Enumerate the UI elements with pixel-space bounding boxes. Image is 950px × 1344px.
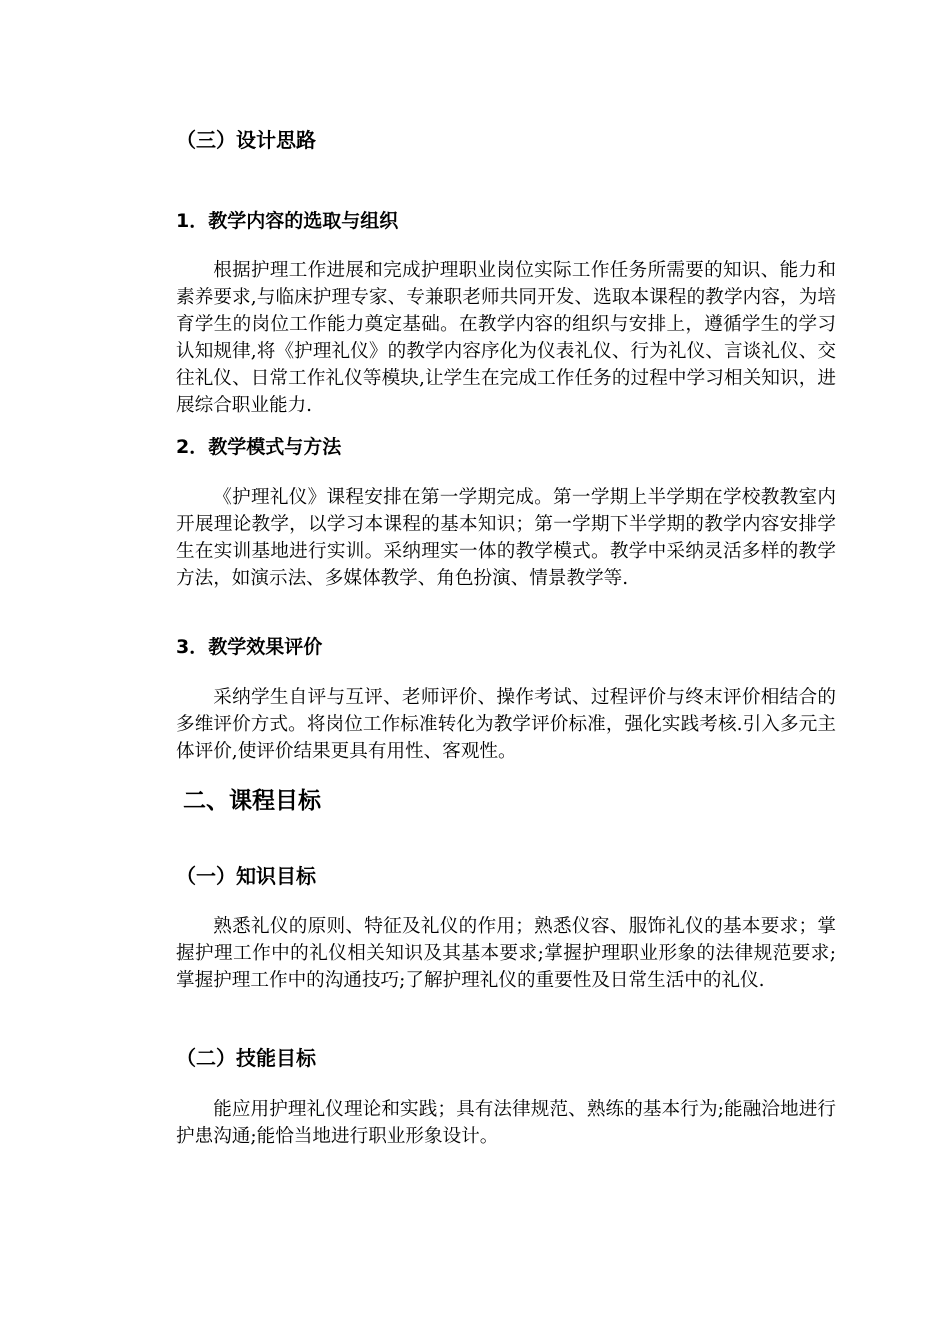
skill-goals-heading: （二）技能目标 <box>176 1046 316 1070</box>
content-selection-paragraph: 根据护理工作进展和完成护理职业岗位实际工作任务所需要的知识、能力和素养要求,与临床护理专家、专兼职老师共同开发、选取本课程的教学内容，为培育学生的岗位工作能力奠定基础。在教学内容的组织与安排上，遵循学生的学习认知规律,将《护理礼仪》的教学内容序化为仪表礼仪、行为礼仪、言谈礼仪、交往礼仪、日常工作礼仪等模块,让学生在完成工作任务的过程中学习相关知识，进展综合职业能力. <box>176 260 836 416</box>
course-goals-heading: 二、课程目标 <box>183 788 321 814</box>
content-selection-heading: 1．教学内容的选取与组织 <box>176 210 399 232</box>
teaching-evaluation-paragraph: 采纳学生自评与互评、老师评价、操作考试、过程评价与终末评价相结合的多维评价方式。将岗位工作标准转化为教学评价标准，强化实践考核.引入多元主体评价,使评价结果更具有用性、客观性。 <box>176 687 836 762</box>
teaching-mode-heading: 2．教学模式与方法 <box>176 436 342 458</box>
teaching-mode-paragraph: 《护理礼仪》课程安排在第一学期完成。第一学期上半学期在学校教教室内开展理论教学，以学习本课程的基本知识；第一学期下半学期的教学内容安排学生在实训基地进行实训。采纳理实一体的教学模式。教学中采纳灵活多样的教学方法，如演示法、多媒体教学、角色扮演、情景教学等. <box>176 487 836 589</box>
knowledge-goals-heading: （一）知识目标 <box>176 864 316 888</box>
design-approach-heading: （三）设计思路 <box>176 128 316 152</box>
skill-goals-paragraph: 能应用护理礼仪理论和实践；具有法律规范、熟练的基本行为;能融洽地进行护患沟通;能恰当地进行职业形象设计。 <box>176 1099 836 1147</box>
teaching-evaluation-heading: 3．教学效果评价 <box>176 636 323 658</box>
knowledge-goals-paragraph: 熟悉礼仪的原则、特征及礼仪的作用；熟悉仪容、服饰礼仪的基本要求；掌握护理工作中的礼仪相关知识及其基本要求;掌握护理职业形象的法律规范要求;掌握护理工作中的沟通技巧;了解护理礼仪的重要性及日常生活中的礼仪. <box>176 916 836 991</box>
